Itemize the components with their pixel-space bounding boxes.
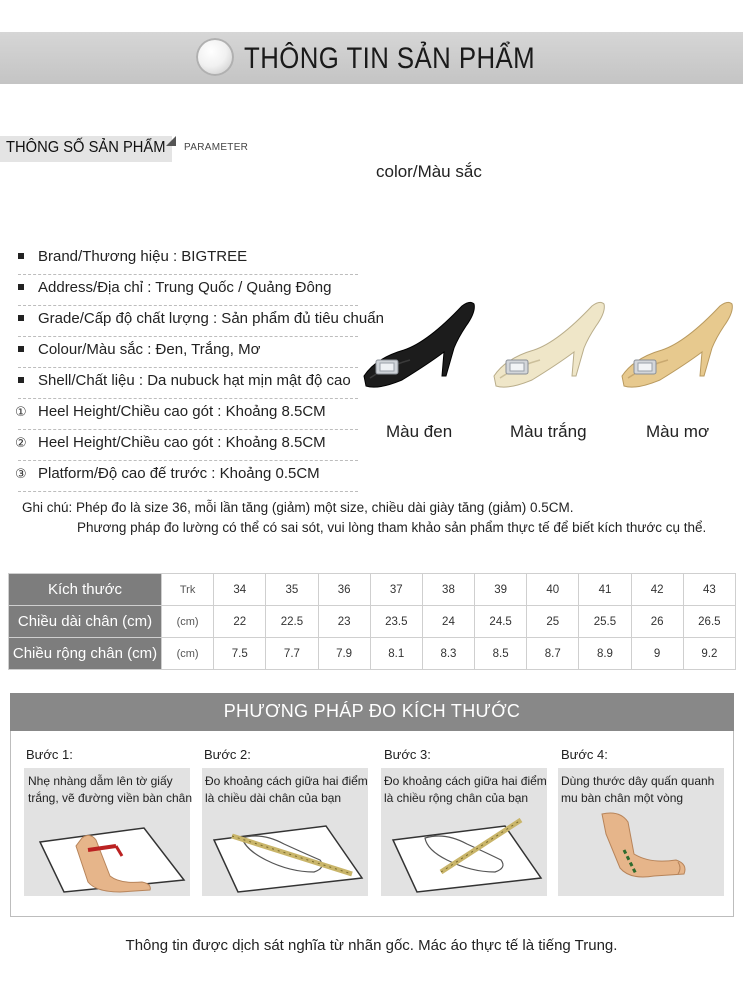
bullet-icon	[18, 253, 24, 259]
method-title: PHƯƠNG PHÁP ĐO KÍCH THƯỚC	[223, 701, 521, 721]
step-1-label: Bước 1:	[26, 747, 73, 762]
table-cell: 23	[318, 606, 370, 638]
footer-note: Thông tin được dịch sát nghĩa từ nhãn gốc. Mác áo thực tế là tiếng Trung.	[125, 937, 618, 954]
step-3-label: Bước 3:	[384, 747, 431, 762]
table-cell: 9	[631, 638, 683, 670]
color-label: color/Màu sắc	[376, 162, 482, 181]
table-cell: 7.7	[266, 638, 318, 670]
circle-icon	[196, 38, 234, 76]
table-cell: 39	[475, 574, 527, 606]
shoe-white-image	[488, 298, 608, 398]
spec-text: Brand/Thương hiệu : BIGTREE	[38, 248, 248, 265]
table-cell: 34	[214, 574, 266, 606]
table-cell: 24	[422, 606, 474, 638]
table-cell: 35	[266, 574, 318, 606]
spec-item-heel-height-2	[15, 430, 358, 461]
table-cell: 8.1	[370, 638, 422, 670]
circled-number-marker: ②	[15, 435, 27, 450]
spec-item-platform	[15, 461, 358, 492]
color-label-white: Màu trắng	[510, 422, 587, 441]
table-cell: 7.9	[318, 638, 370, 670]
table-cell: 37	[370, 574, 422, 606]
table-row	[9, 638, 736, 670]
spec-text: Heel Height/Chiều cao gót : Khoảng 8.5CM	[38, 434, 326, 451]
table-cell: 22	[214, 606, 266, 638]
step-3-text-1: Đo khoảng cách giữa hai điểm	[384, 774, 547, 788]
spec-list	[15, 244, 384, 492]
bullet-icon	[18, 377, 24, 383]
spec-item-colour	[18, 337, 358, 368]
foot-on-paper-icon	[24, 810, 190, 896]
triangle-marker-icon	[166, 136, 176, 146]
table-cell: 36	[318, 574, 370, 606]
row-header: Kích thước	[9, 574, 162, 606]
table-cell: 8.3	[422, 638, 474, 670]
table-cell: 42	[631, 574, 683, 606]
spec-item-address	[18, 275, 358, 306]
step-2-text-1: Đo khoảng cách giữa hai điểm	[205, 774, 368, 788]
length-measure-icon	[202, 810, 368, 896]
step-2-label: Bước 2:	[204, 747, 251, 762]
note-line-1: Ghi chú: Phép đo là size 36, mỗi lần tăng (giảm) một size, chiều dài giày tăng (giảm) 0.5CM.	[22, 500, 574, 515]
size-table	[8, 573, 736, 670]
step-3-text-2: là chiều rộng chân của bạn	[384, 791, 529, 805]
spec-item-heel-height-1	[15, 399, 358, 430]
table-cell: 7.5	[214, 638, 266, 670]
spec-text: Grade/Cấp độ chất lượng : Sản phẩm đủ tiêu chuẩn	[38, 310, 384, 327]
step-4-label: Bước 4:	[561, 747, 608, 762]
table-cell: 26.5	[683, 606, 735, 638]
spec-text: Address/Địa chỉ : Trung Quốc / Quảng Đông	[38, 279, 332, 296]
shoe-black-image	[358, 298, 478, 398]
unit-cell: Trk	[162, 574, 214, 606]
parameter-subtitle: PARAMETER	[184, 142, 249, 153]
table-cell: 23.5	[370, 606, 422, 638]
spec-item-brand	[18, 244, 358, 275]
table-cell: 24.5	[475, 606, 527, 638]
page-title: THÔNG TIN SẢN PHẨM	[244, 42, 536, 75]
bullet-icon	[18, 315, 24, 321]
spec-text: Colour/Màu sắc : Đen, Trắng, Mơ	[38, 341, 261, 358]
color-label-black: Màu đen	[386, 422, 453, 441]
table-cell: 41	[579, 574, 631, 606]
table-cell: 8.9	[579, 638, 631, 670]
color-label-apricot: Màu mơ	[646, 422, 710, 441]
row-header: Chiều dài chân (cm)	[9, 606, 162, 638]
step-1-text-2: trắng, vẽ đường viền bàn chân	[28, 791, 193, 805]
spec-item-shell	[18, 368, 358, 399]
table-cell: 43	[683, 574, 735, 606]
spec-text: Heel Height/Chiều cao gót : Khoảng 8.5CM	[38, 403, 326, 420]
table-cell: 22.5	[266, 606, 318, 638]
spec-text: Platform/Độ cao đế trước : Khoảng 0.5CM	[38, 465, 320, 482]
table-cell: 25.5	[579, 606, 631, 638]
shoe-apricot-image	[616, 298, 736, 398]
row-header: Chiều rộng chân (cm)	[9, 638, 162, 670]
table-cell: 25	[527, 606, 579, 638]
step-4-text-1: Dùng thước dây quấn quanh	[561, 774, 715, 788]
table-cell: 8.7	[527, 638, 579, 670]
table-cell: 8.5	[475, 638, 527, 670]
step-2-text-2: là chiều dài chân của bạn	[205, 791, 342, 805]
spec-item-grade	[18, 306, 384, 337]
table-cell: 38	[422, 574, 474, 606]
width-measure-icon	[381, 810, 547, 896]
step-4-text-2: mu bàn chân một vòng	[561, 791, 684, 805]
bullet-icon	[18, 346, 24, 352]
table-cell: 40	[527, 574, 579, 606]
parameter-title: THÔNG SỐ SẢN PHẨM	[6, 139, 166, 156]
note-line-2: Phương pháp đo lường có thể có sai sót, vui lòng tham khảo sản phẩm thực tế để biết kích thước cụ thể.	[77, 520, 707, 535]
unit-cell: (cm)	[162, 606, 214, 638]
circled-number-marker: ③	[15, 466, 27, 481]
unit-cell: (cm)	[162, 638, 214, 670]
spec-text: Shell/Chất liệu : Da nubuck hạt mịn mật độ cao	[38, 372, 351, 389]
table-cell: 9.2	[683, 638, 735, 670]
table-cell: 26	[631, 606, 683, 638]
step-1-text-1: Nhẹ nhàng dẫm lên tờ giấy	[28, 774, 173, 788]
table-row	[9, 574, 736, 606]
table-row	[9, 606, 736, 638]
circled-number-marker: ①	[15, 404, 27, 419]
tape-measure-foot-icon	[558, 810, 724, 896]
bullet-icon	[18, 284, 24, 290]
